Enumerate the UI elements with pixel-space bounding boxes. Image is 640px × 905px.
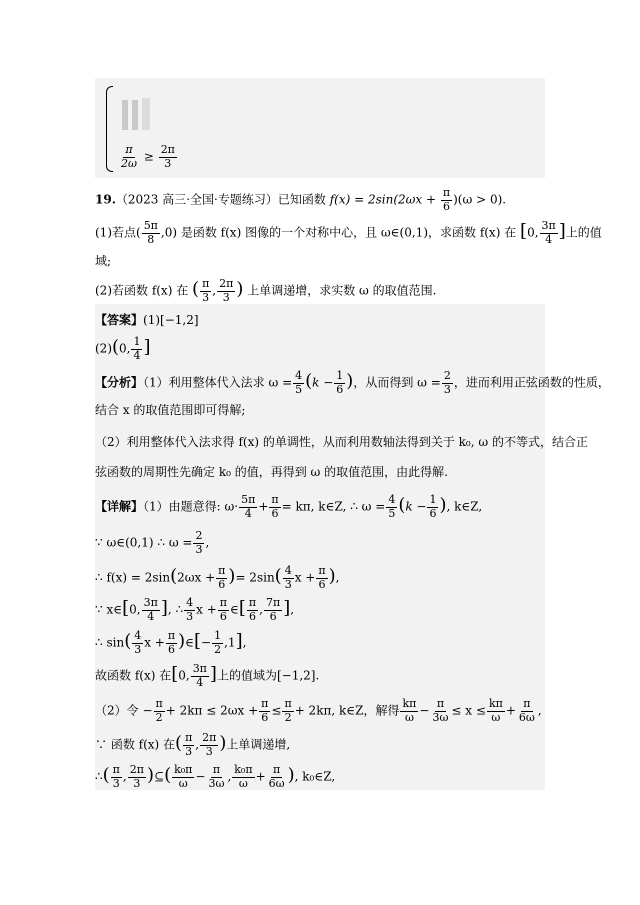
blurred-formula-2 — [132, 100, 138, 130]
analysis-line-3: （2）利用整体代入法求得 f(x) 的单调性，从而利用数轴法得到关于 k₀, ω 的不等式，结合正 — [95, 435, 588, 449]
detail-line-6: 故函数 f(x) 在[0, $\frac{3\pi}{4}$ ]上的值域为[−1,2]. — [95, 662, 320, 689]
answer-line-1: 【答案】(1)[−1,2] — [95, 313, 199, 327]
question-1: (1)若点( $\frac{5\pi}{8}$ ,0) 是函数 f(x) 图像的一个对称中心，且 ω∈(0,1)，求函数 f(x) 在 [0, $\frac{3\pi}{4}$ ]上的值 — [95, 219, 602, 246]
detail-line-3: ∴ f(x) = 2sin(2ωx + $\frac{\pi}{6}$ )= 2sin( $\frac{4}{3}$ x + $\frac{\pi}{6}$ ), — [95, 564, 340, 591]
detail-line-5: ∴ sin( $\frac{4}{3}$ x + $\frac{\pi}{6}$ )∈[− $\frac{1}{2}$ ,1], — [95, 629, 247, 656]
question-1-cont: 域; — [95, 254, 112, 268]
detail-line-2: ∵ ω∈(0,1) ∴ ω = $\frac{2}{3}$ , — [95, 529, 210, 556]
problem-stem: 19.（2023 高三·全国·专题练习）已知函数 f(x) = 2sin(2ωx + $\frac{\pi}{6}$ )(ω > 0). — [95, 186, 507, 213]
detail-line-7: （2）令 − $\frac{\pi}{2}$ + 2kπ ≤ 2ωx + $\frac{\pi}{6}$ ≤ $\frac{\pi}{2}$ + 2kπ, k∈Z，解得 $\frac{k\pi}{\omega}$ − $\frac{\pi}{3\omega}$ ≤ x ≤ $\frac{k\pi}{\omega}$ + $\frac{\pi}{6\omega}$ , — [95, 697, 542, 724]
analysis-line-1: 【分析】（1）利用整体代入法求 ω = $\frac{4}{5}$ (k − $\frac{1}{6}$ )，从而得到 ω = $\frac{2}{3}$ ，进而利用正弦函数的性质， — [95, 369, 610, 396]
question-2: (2)若函数 f(x) 在 ( $\frac{\pi}{3}$ , $\frac{2\pi}{3}$ ) 上单调递增，求实数 ω 的取值范围. — [95, 277, 437, 304]
system-brace — [106, 86, 113, 172]
answer-line-2: (2)(0, $\frac{1}{4}$ ] — [95, 335, 151, 362]
detail-line-1: 【详解】（1）由题意得: ω· $\frac{5\pi}{4}$ + $\frac{\pi}{6}$ = kπ, k∈Z, ∴ ω = $\frac{4}{5}$ (k − $\frac{1}{6}$ ), k∈Z, — [95, 493, 483, 520]
analysis-line-4: 弦函数的周期性先确定 k₀ 的值，再得到 ω 的取值范围，由此得解. — [95, 465, 448, 479]
analysis-line-2: 结合 x 的取值范围即可得解; — [95, 403, 246, 417]
blurred-formula — [122, 100, 128, 130]
detail-line-4: ∵ x∈[0, $\frac{3\pi}{4}$ ], ∴ $\frac{4}{3}$ x + $\frac{\pi}{6}$ ∈[ $\frac{\pi}{6}$ , $\frac{7\pi}{6}$ ], — [95, 596, 295, 623]
blurred-formula-3 — [142, 98, 150, 130]
system-inequality: $\frac{\pi}{2\omega}$ ≥ $\frac{2\pi}{3}$ — [121, 143, 175, 170]
detail-line-8: ∵ 函数 f(x) 在( $\frac{\pi}{3}$ , $\frac{2\pi}{3}$ )上单调递增, — [95, 731, 291, 758]
detail-line-9: ∴( $\frac{\pi}{3}$ , $\frac{2\pi}{3}$ )⊆( $\frac{\text{k₀π}}{\omega}$ − $\frac{\pi}{3\omega}$ , $\frac{\text{k₀π}}{\omega}$ + $\frac{\pi}{6\omega}$ ), k₀∈Z, — [95, 763, 336, 790]
